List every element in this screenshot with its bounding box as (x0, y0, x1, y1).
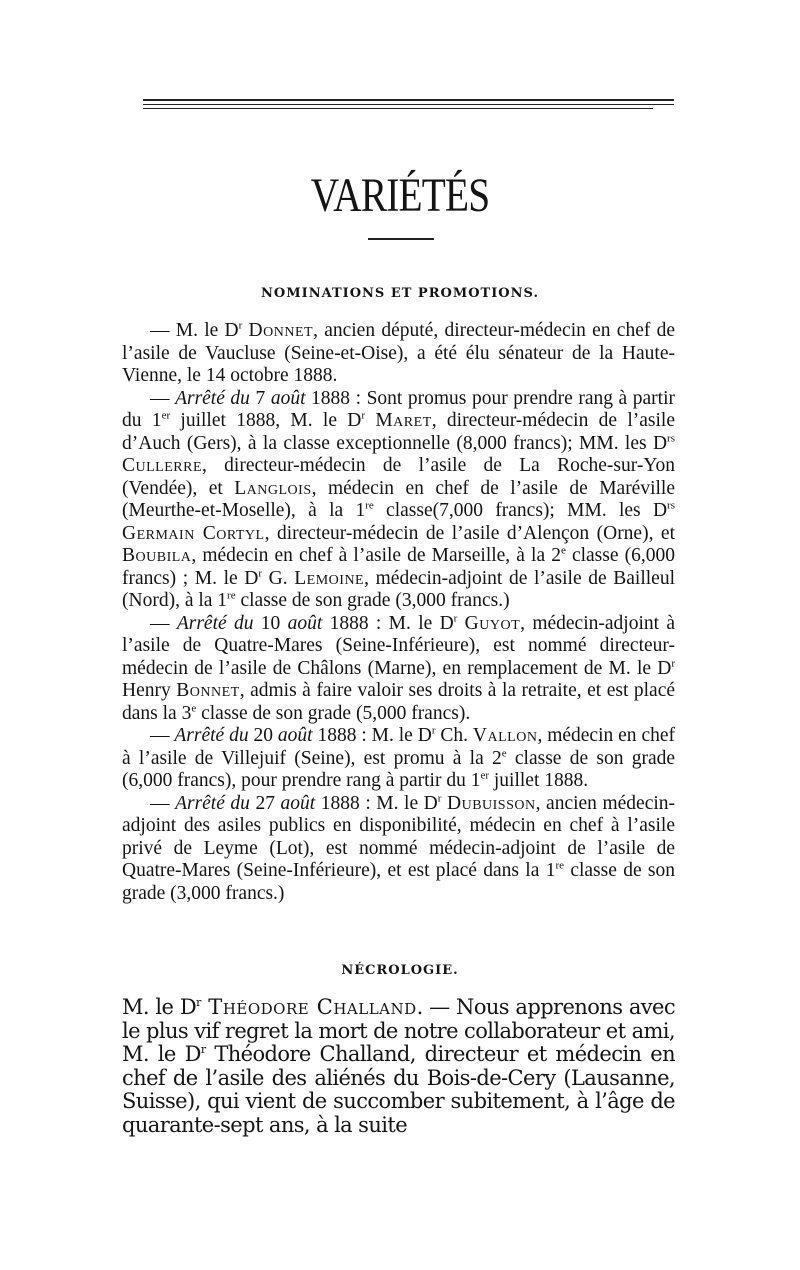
top-double-rule (143, 99, 674, 109)
nominations-body (122, 320, 675, 905)
section-heading-necrologie: NÉCROLOGIE. (341, 963, 459, 978)
paragraph-arrete-20-aout: — Arrêté du 20 août 1888 : M. le $D^r$ Ch. Vallon, médecin en chef à l’asile de Villejuif (Seine), est promu à la 2e classe de son grade (6,000 francs), pour prendre rang à partir du 1er juillet 1888. (122, 724, 675, 791)
page-title: VARIÉTÉS (310, 169, 490, 222)
paragraph-donnet: — M. le $D^r$ Donnet, ancien député, directeur-médecin en chef de l’asile de Vaucluse (Seine-et-Oise), a été élu sénateur de la Haute-Vienne, le 14 octobre 1888. (122, 319, 675, 386)
paragraph-arrete-27-aout: — Arrêté du 27 août 1888 : M. le $D^r$ Dubuisson, ancien médecin-adjoint des asiles publics en disponibilité, médecin en chef à l’asile privé de Leyme (Lot), est nommé médecin-adjoint de l’asile de Quatre-Mares (Seine-Inférieure), et est placé dans la 1re classe de son grade (3,000 francs.) (122, 792, 676, 904)
section-heading-nominations: NOMINATIONS ET PROMOTIONS. (261, 286, 539, 301)
title-underline (368, 238, 434, 240)
paragraph-arrete-7-aout: — Arrêté du 7 août 1888 : Sont promus pour prendre rang à partir du 1er juillet 1888, M. le $D^r$ Maret, directeur-médecin de l’asile d’Auch (Gers), à la classe exceptionnelle (8,000 francs); MM. les $D^{rs}$ Cullerre, directeur-médecin de l’asile de La Roche-sur-Yon (Vendée), et Langlois, médecin en chef de l’asile de Maréville (Meurthe-et-Moselle), à la 1re classe(7,000 francs); MM. les $D^{rs}$ Germain Cortyl, directeur-médecin de l’asile d’Alençon (Orne), et Boubila, médecin en chef à l’asile de Marseille, à la 2e classe (6,000 francs) ; M. le $D^r$ G. Lemoine, médecin-adjoint de l’asile de Bailleul (Nord), à la 1re classe de son grade (3,000 francs.) (122, 387, 676, 611)
necrologie-body (122, 996, 675, 1137)
paragraph-challand: M. le $D^r$ Théodore Challand. — Nous apprenons avec le plus vif regret la mort de notre collaborateur et ami, M. le $D^r$ Théodore Challand, directeur et médecin en chef de l’asile des aliénés du Bois-de-Cery (Lausanne, Suisse), qui vient de succomber subitement, à l’âge de quarante-sept ans, à la suite (122, 995, 676, 1137)
paragraph-arrete-10-aout: — Arrêté du 10 août 1888 : M. le $D^r$ Guyot, médecin-adjoint à l’asile de Quatre-Mares (Seine-Inférieure), est nommé directeur-médecin de l’asile de Châlons (Marne), en remplacement de M. le $D^r$ Henry Bonnet, admis à faire valoir ses droits à la retraite, et est placé dans la 3e classe de son grade (5,000 francs). (122, 612, 676, 724)
